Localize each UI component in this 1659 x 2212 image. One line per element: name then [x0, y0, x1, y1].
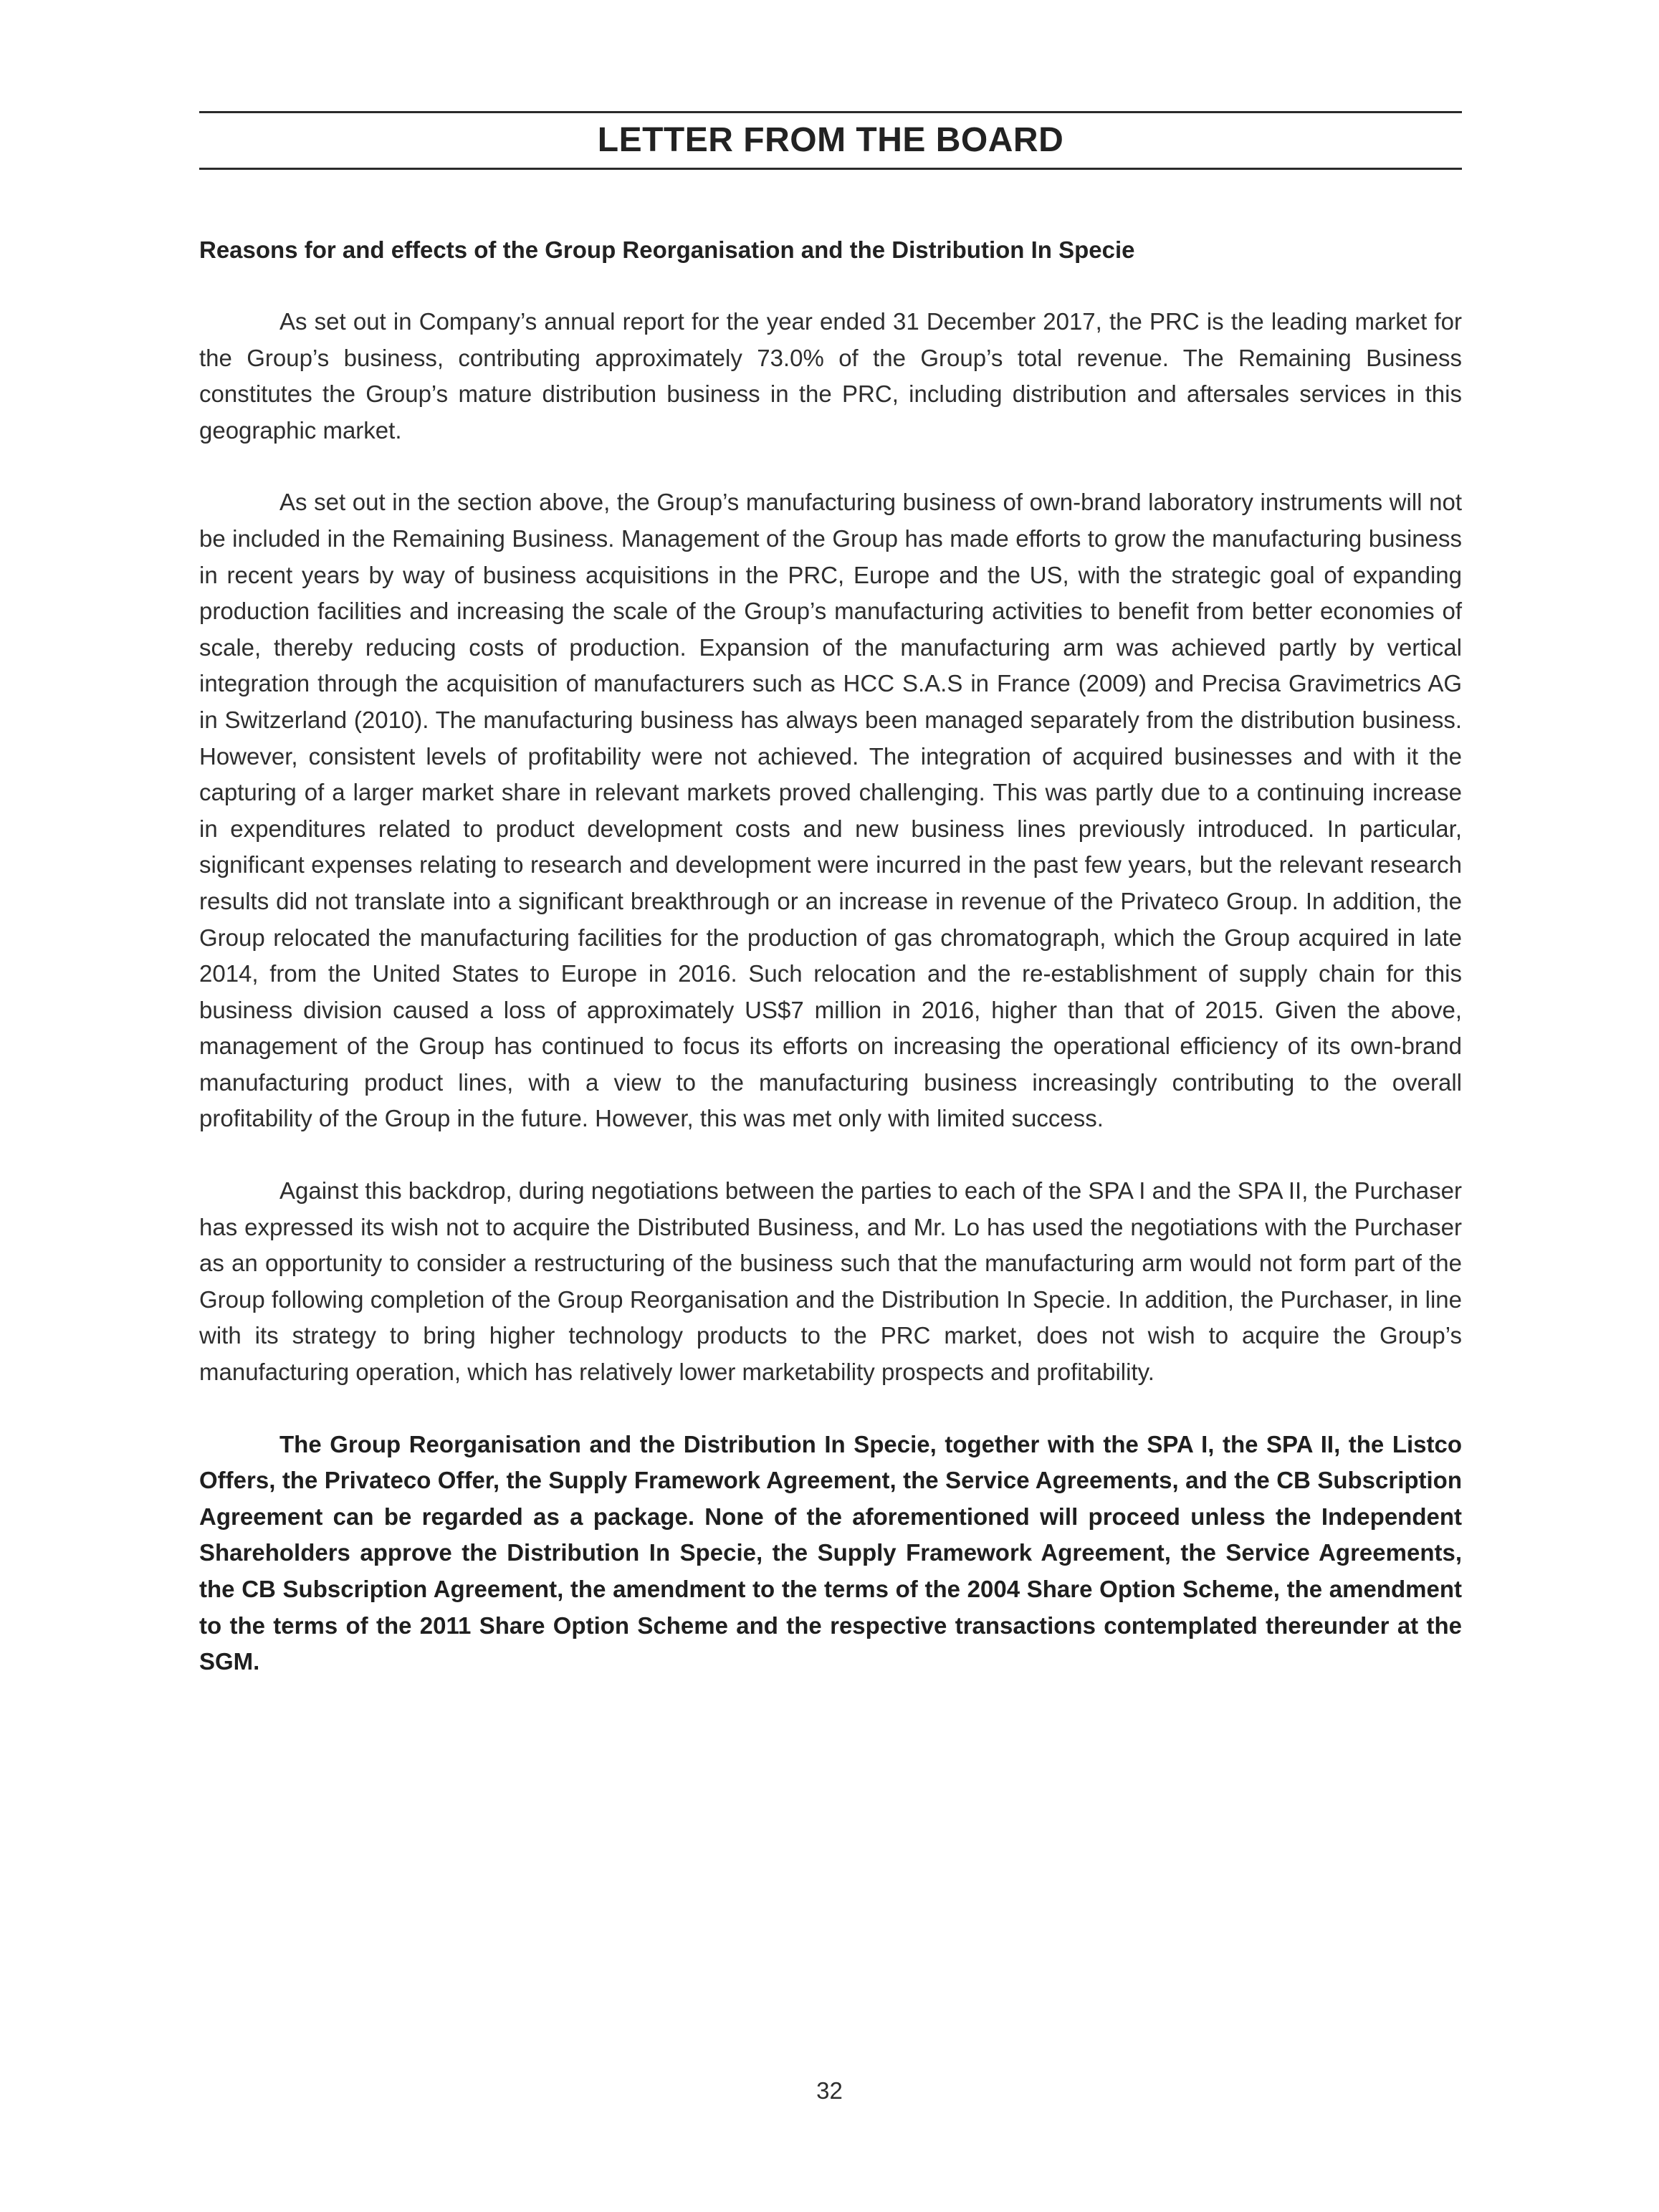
- page-number: 32: [816, 2077, 843, 2104]
- page-header-title: LETTER FROM THE BOARD: [597, 121, 1064, 159]
- paragraph-manufacturing-business: As set out in the section above, the Group’s manufacturing business of own-brand laboratory instruments will not be included in the Remaining Business. Management of the Group has made efforts to grow the manufacturing business in recent years by way of business acquisitions in the PRC, Europe and the US, with the strategic goal of expanding production facilities and increasing the scale of the Group’s manufacturing activities to benefit from better economies of scale, thereby reducing costs of production. Expansion of the manufacturing arm was achieved partly by vertical integration through the acquisition of manufacturers such as HCC S.A.S in France (2009) and Precisa Gravimetrics AG in Switzerland (2010). The manufacturing business has always been managed separately from the distribution business. However, consistent levels of profitability were not achieved. The integration of acquired businesses and with it the capturing of a larger market share in relevant markets proved challenging. This was partly due to a continuing increase in expenditures related to product development costs and new business lines previously introduced. In particular, significant expenses relating to research and development were incurred in the past few years, but the relevant research results did not translate into a significant breakthrough or an increase in revenue of the Privateco Group. In addition, the Group relocated the manufacturing facilities for the production of gas chromatograph, which the Group acquired in late 2014, from the United States to Europe in 2016. Such relocation and the re-establishment of supply chain for this business division caused a loss of approximately US$7 million in 2016, higher than that of 2015. Given the above, management of the Group has continued to focus its efforts on increasing the operational efficiency of its own-brand manufacturing product lines, with a view to the manufacturing business increasingly contributing to the overall profitability of the Group in the future. However, this was met only with limited success.: [199, 489, 1462, 1132]
- header-top-rule: [199, 111, 1462, 113]
- paragraph-package-conditions: The Group Reorganisation and the Distribution In Specie, together with the SPA I, the SPA II, the Listco Offers, the Privateco Offer, the Supply Framework Agreement, the Service Agreements, and the CB Subscription Agreement can be regarded as a package. None of the aforementioned will proceed unless the Independent Shareholders approve the Distribution In Specie, the Supply Framework Agreement, the Service Agreements, the CB Subscription Agreement, the amendment to the terms of the 2004 Share Option Scheme, the amendment to the terms of the 2011 Share Option Scheme and the respective transactions contemplated thereunder at the SGM.: [199, 1430, 1462, 1675]
- paragraph-prc-market: As set out in Company’s annual report for the year ended 31 December 2017, the PRC is the leading market for the Group’s business, contributing approximately 73.0% of the Group’s total revenue. The Remaining Business constitutes the Group’s mature distribution business in the PRC, including distribution and aftersales services in this geographic market.: [199, 308, 1462, 444]
- document-page: [199, 111, 1462, 1680]
- paragraph-negotiations: Against this backdrop, during negotiations between the parties to each of the SPA I and the SPA II, the Purchaser has expressed its wish not to acquire the Distributed Business, and Mr. Lo has used the negotiations with the Purchaser as an opportunity to consider a restructuring of the business such that the manufacturing arm would not form part of the Group following completion of the Group Reorganisation and the Distribution In Specie. In addition, the Purchaser, in line with its strategy to bring higher technology products to the PRC market, does not wish to acquire the Group’s manufacturing operation, which has relatively lower marketability prospects and profitability.: [199, 1177, 1462, 1386]
- section-heading: Reasons for and effects of the Group Reorganisation and the Distribution In Specie: [199, 236, 1135, 263]
- header-bottom-rule: [199, 168, 1462, 170]
